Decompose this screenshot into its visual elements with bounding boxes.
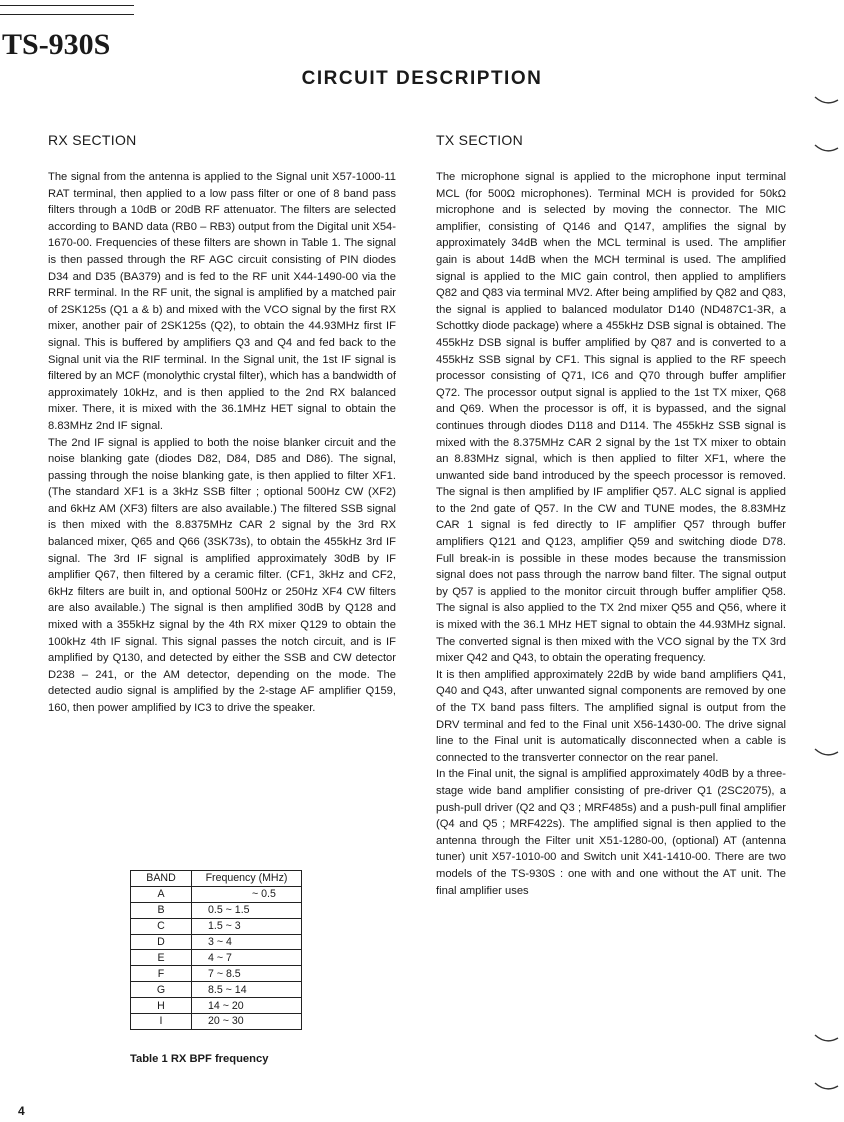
table-cell-frequency: 8.5 ~ 14 xyxy=(192,982,302,998)
table-row xyxy=(131,950,302,966)
table-row xyxy=(131,998,302,1014)
table-cell-band: B xyxy=(131,902,192,918)
table-cell-frequency: 4 ~ 7 xyxy=(192,950,302,966)
table-row xyxy=(131,918,302,934)
table-cell-band: C xyxy=(131,918,192,934)
table-caption: Table 1 RX BPF frequency xyxy=(130,1053,269,1065)
page-title: CIRCUIT DESCRIPTION xyxy=(301,68,543,89)
tx-section-heading: TX SECTION xyxy=(436,132,524,148)
header-rule-bottom xyxy=(0,14,134,15)
table-cell-frequency: 3 ~ 4 xyxy=(192,934,302,950)
table-cell-frequency: 0.5 ~ 1.5 xyxy=(192,902,302,918)
table-row xyxy=(131,982,302,998)
rx-paragraph-2: The 2nd IF signal is applied to both the noise blanker circuit and the noise blanking gate (diodes D82, D84, D85 and D86). The signal, passing through the noise blanking gate, is then applied to filter XF1. (The standard XF1 is a 3kHz SSB filter ; optional 500Hz CW (XF2) and 6kHz AM (XF3) filters are also available.) The filtered SSB signal is then mixed with the 8.8375MHz CAR 2 signal by the 3rd RX balanced mixer, Q65 and Q66 (3SK73s), to obtain the 455kHz 3rd IF signal. The 3rd IF signal is amplified approximately 30dB by IF amplifier Q67, then filtered by a ceramic filter. (CF1, 3kHz and CF2, 6kHz filters are built in, and optional 500Hz or 250Hz XF4 CW filters are also available.) The signal is then amplified 30dB by Q128 and mixed with a 355kHz signal by the 4th RX mixer Q129 to obtain the 100kHz 4th IF signal. This signal passes the notch circuit, and is IF amplified by Q130, and detected by either the SSB and CW detector D238 – 241, or the AM detector, depending on the mode. The detected audio signal is amplified by the 2-stage AF amplifier Q159, 160, then power amplified by IC3 to drive the speaker. xyxy=(48,436,396,714)
table-cell-band: A xyxy=(131,886,192,902)
table-cell-band: F xyxy=(131,966,192,982)
table-cell-band: I xyxy=(131,1014,192,1030)
binder-mark xyxy=(812,1080,842,1094)
table-cell-frequency: 7 ~ 8.5 xyxy=(192,966,302,982)
table-cell-band: D xyxy=(131,934,192,950)
rx-bpf-table xyxy=(130,870,302,1030)
tx-section xyxy=(436,132,786,899)
table-header-frequency: Frequency (MHz) xyxy=(192,871,302,887)
table-cell-frequency: 20 ~ 30 xyxy=(192,1014,302,1030)
table-row xyxy=(131,1014,302,1030)
table-cell-frequency: ~ 0.5 xyxy=(192,886,302,902)
model-name: TS-930S xyxy=(2,28,111,61)
rx-paragraph-1: The signal from the antenna is applied to the Signal unit X57-1000-11 RAT terminal, then applied to a low pass filter or one of 8 band pass filters through a 10dB or 20dB RF attenuator. The filters are selected according to BAND data (RB0 – RB3) output from the Digital unit X54-1670-00. Frequencies of these filters are shown in Table 1. The signal is then passed through the RF AGC circuit consisting of PIN diodes D34 and D35 (BA379) and is fed to the RF unit X44-1490-00 via the RRF terminal. In the RF unit, the signal is amplified by a matched pair of 2SK125s (Q1 a & b) and mixed with the VCO signal by the first RX mixer, another pair of 2SK125s (Q2), to obtain the 44.93MHz first IF signal. This is buffered by amplifiers Q3 and Q4 and fed back to the Signal unit via the RIF terminal. In the Signal unit, the 1st IF signal is filtered by an MCF (monolythic crystal filter), which has a bandwidth of approximately 10kHz, and is then applied to the 2nd RX balanced mixer. There, it is mixed with the 36.1MHz HET signal to obtain the 8.83MHz 2nd IF signal. xyxy=(48,171,396,432)
tx-paragraph-2: It is then amplified approximately 22dB by wide band amplifiers Q41, Q40 and Q43, after unwanted signal components are removed by one of the TX band pass filters. The amplified signal is output from the DRV terminal and fed to the Final unit X56-1430-00. The drive signal line to the Final unit is automatically disconnected when a cable is connected to the transverter connector on the rear panel. xyxy=(436,668,786,764)
table-row xyxy=(131,966,302,982)
page-number: 4 xyxy=(18,1104,25,1118)
table-cell-band: H xyxy=(131,998,192,1014)
table-row xyxy=(131,934,302,950)
table-cell-band: E xyxy=(131,950,192,966)
table-row xyxy=(131,902,302,918)
rx-section xyxy=(48,132,396,717)
table-cell-frequency: 1.5 ~ 3 xyxy=(192,918,302,934)
rx-section-heading: RX SECTION xyxy=(48,132,137,148)
binder-mark xyxy=(812,746,842,760)
binder-mark xyxy=(812,94,842,108)
tx-paragraph-1: The microphone signal is applied to the microphone input terminal MCL (for 500Ω microphones). Terminal MCH is provided for 50kΩ microphone and is selected by moving the connector. The MIC amplifier, consisting of Q146 and Q147, amplifies the signal by approximately 34dB when the MCL terminal is used. The amplifier gain is about 14dB when the MCH terminal is used. The amplified signal is applied to the MIC gain control, then applied to amplifiers Q82 and Q83 via terminal MV2. After being amplified by Q82 and Q83, the signal is applied to balanced modulator D140 (ND487C1-3R, a Schottky diode package) where a 455kHz DSB signal is obtained. The 455kHz DSB signal is buffer amplified by Q87 and is converted to a 455kHz SSB signal by CF1. This signal is applied to the RF speech processor consisting of Q71, IC6 and Q70 through buffer amplifier Q72. The processor output signal is applied to the 1st TX mixer, Q68 and Q69. When the processor is off, it is bypassed, and the signal continues through diodes D118 and D114. The 455kHz SSB signal is mixed with the 8.375MHz CAR 2 signal by the 1st TX mixer to obtain an 8.83MHz signal, which is then applied to filter XF1, where the unwanted side band introduced by the speech processor is removed. The signal is then amplified by IF amplifier Q57. ALC signal is applied to the 2nd gate of Q57. In the CW and TUNE modes, the 8.83MHz CAR 1 signal is fed directly to IF amplifier Q57 through buffer amplifiers Q121 and Q123, amplifier Q59 and switching diode D78. Full break-in is possible in these modes because the transmission signal does not pass through the narrow band filter. The signal output by Q57 is applied to the monitor circuit through buffer amplifier Q58. The signal is also applied to the TX 2nd mixer Q55 and Q56, where it is mixed with the 36.1 MHz HET signal to obtain the 44.93MHz signal. The converted signal is then mixed with the VCO signal by the TX 3rd mixer Q42 and Q43, to obtain the operating frequency. xyxy=(436,171,786,665)
table-header-row xyxy=(131,871,302,887)
header-rule-top xyxy=(0,5,134,6)
table-cell-band: G xyxy=(131,982,192,998)
binder-mark xyxy=(812,1032,842,1046)
tx-paragraph-3: In the Final unit, the signal is amplified approximately 40dB by a three-stage wide band amplifier consisting of pre-driver Q1 (2SC2075), a push-pull driver (Q2 and Q3 ; MRF485s) and a push-pull final amplifier (Q4 and Q5 ; MRF422s). The amplified signal is then applied to the antenna through the Filter unit X51-1280-00, (optional) AT (antenna tuner) unit X57-1010-00 and Switch unit X41-1410-00. There are two models of the TS-930S : one with and one without the AT unit. The final amplifier uses xyxy=(436,768,786,897)
table-header-band: BAND xyxy=(131,871,192,887)
table-cell-frequency: 14 ~ 20 xyxy=(192,998,302,1014)
binder-mark xyxy=(812,142,842,156)
table-row xyxy=(131,886,302,902)
